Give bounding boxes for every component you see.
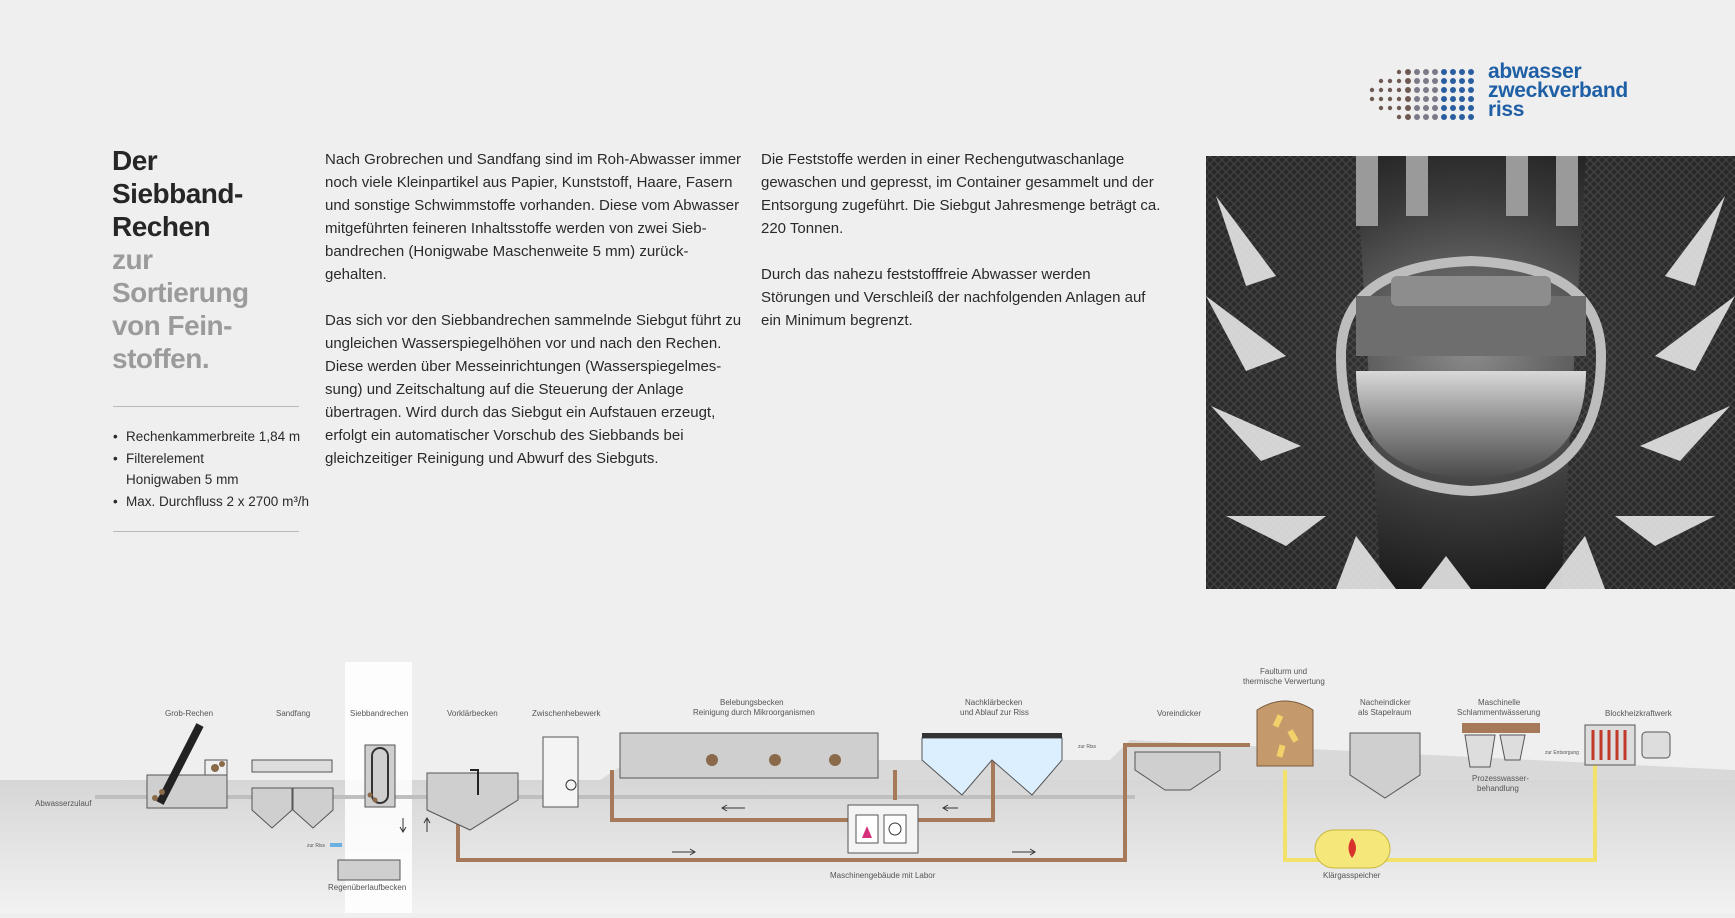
label-bhkw: Blockheizkraftwerk xyxy=(1605,709,1672,718)
label-nachklaerbecken: Nachklärbecken xyxy=(965,698,1023,707)
label-faulturm-sub: thermische Verwertung xyxy=(1243,677,1325,686)
logo xyxy=(1368,62,1638,128)
label-siebbandrechen: Siebbandrechen xyxy=(350,709,409,718)
fact-item: • Rechenkammerbreite 1,84 m xyxy=(113,426,313,448)
title-line: Der xyxy=(112,145,158,176)
facts-list xyxy=(113,426,313,512)
label-belebungsbecken: Belebungsbecken xyxy=(720,698,784,707)
logo-text xyxy=(1488,62,1628,119)
label-klaergasspeicher: Klärgasspeicher xyxy=(1323,871,1381,880)
logo-line-3: riss xyxy=(1488,98,1525,121)
label-zur-entsorgung: zur Entsorgung xyxy=(1545,750,1579,756)
title-line: Siebband- xyxy=(112,178,243,209)
label-zur-riss-2: zur Riss xyxy=(1078,744,1097,750)
label-sandfang: Sandfang xyxy=(276,709,311,718)
paragraph: Nach Grobrechen und Sandfang sind im Roh-Abwasser immer noch viele Kleinpartikel aus Papier, Kunststoff, Haare, Fasern und sonstige Schwimmstoffe vorhanden. Diese vom Abwasser mitgeführten feineren Inhaltsstoffe werden von zwei Siebbandrechen (Honigwabe Maschenweite 5 mm) zurückgehalten. xyxy=(325,151,742,283)
subtitle-line: Sortierung xyxy=(112,277,249,308)
title-line: Rechen xyxy=(112,211,211,242)
label-maschinengebaeude: Maschinengebäude mit Labor xyxy=(830,871,936,880)
subtitle-line: stoffen. xyxy=(112,343,210,374)
paragraph: Das sich vor den Siebbandrechen sammelnde Siebgut führt zu ungleichen Wasserspiegelhöhen vor und nach den Rechen. Diese werden über Messeinrichtungen (Wasserspiegelmessung) und Zeitschaltung auf die Steuerung der Anlage übertragen. Wird durch das Siebgut ein Aufstauen erzeugt, erfolgt ein automatischer Vorschub des Siebbands bei gleichzeitiger Reinigung und Abwurf des Siebguts. xyxy=(325,312,742,467)
label-vorklaerbecken: Vorklärbecken xyxy=(447,709,498,718)
siebband-photo xyxy=(1206,156,1735,589)
logo-line-1: abwasser xyxy=(1488,60,1582,83)
label-nacheindicker: Nacheindicker xyxy=(1360,698,1411,707)
label-prozesswasser: Prozesswasser- xyxy=(1472,774,1529,783)
label-zur-riss-1: zur Riss xyxy=(307,843,326,849)
label-belebungsbecken-sub: Reinigung durch Mikroorganismen xyxy=(693,708,815,717)
label-abwasserzulauf: Abwasserzulauf xyxy=(35,799,92,808)
fact-item: • Filterelement xyxy=(113,448,313,470)
label-nacheindicker-sub: als Stapelraum xyxy=(1358,708,1412,717)
label-zwischenhebewerk: Zwischenhebewerk xyxy=(532,709,601,718)
label-grobrechen: Grob-Rechen xyxy=(165,709,214,718)
divider xyxy=(113,406,299,407)
text-column-1 xyxy=(325,148,745,493)
label-schlammentwaesserung-sub: Schlammentwässerung xyxy=(1457,708,1541,717)
logo-line-2: zweckverband xyxy=(1488,79,1628,102)
paragraph: Durch das nahezu feststofffreie Abwasser werden Störungen und Verschleiß der nachfolgenden Anlagen auf ein Minimum begrenzt. xyxy=(761,266,1146,329)
label-schlammentwaesserung: Maschinelle xyxy=(1478,698,1521,707)
page-title xyxy=(112,144,312,375)
divider xyxy=(113,531,299,532)
subtitle-line: von Fein- xyxy=(112,310,232,341)
process-diagram xyxy=(0,650,1735,913)
label-faulturm: Faulturm und xyxy=(1260,667,1308,676)
paragraph: Die Feststoffe werden in einer Rechengutwaschanlage gewaschen und gepresst, im Container gesammelt und der Entsorgung zugeführt. Die Siebgut Jahresmenge beträgt ca. 220 Tonnen. xyxy=(761,151,1161,237)
logo-dots-icon xyxy=(1368,66,1483,126)
label-prozesswasser-sub: behandlung xyxy=(1477,784,1519,793)
label-voreindicker: Voreindicker xyxy=(1157,709,1202,718)
subtitle-line: zur xyxy=(112,244,153,275)
label-nachklaerbecken-sub: und Ablauf zur Riss xyxy=(960,708,1029,717)
text-column-2 xyxy=(761,148,1161,355)
fact-item: • Max. Durchfluss 2 x 2700 m³/h xyxy=(113,491,313,513)
fact-item-continuation: Honigwaben 5 mm xyxy=(126,472,239,487)
label-regenueberlaufbecken: Regenüberlaufbecken xyxy=(328,883,407,892)
